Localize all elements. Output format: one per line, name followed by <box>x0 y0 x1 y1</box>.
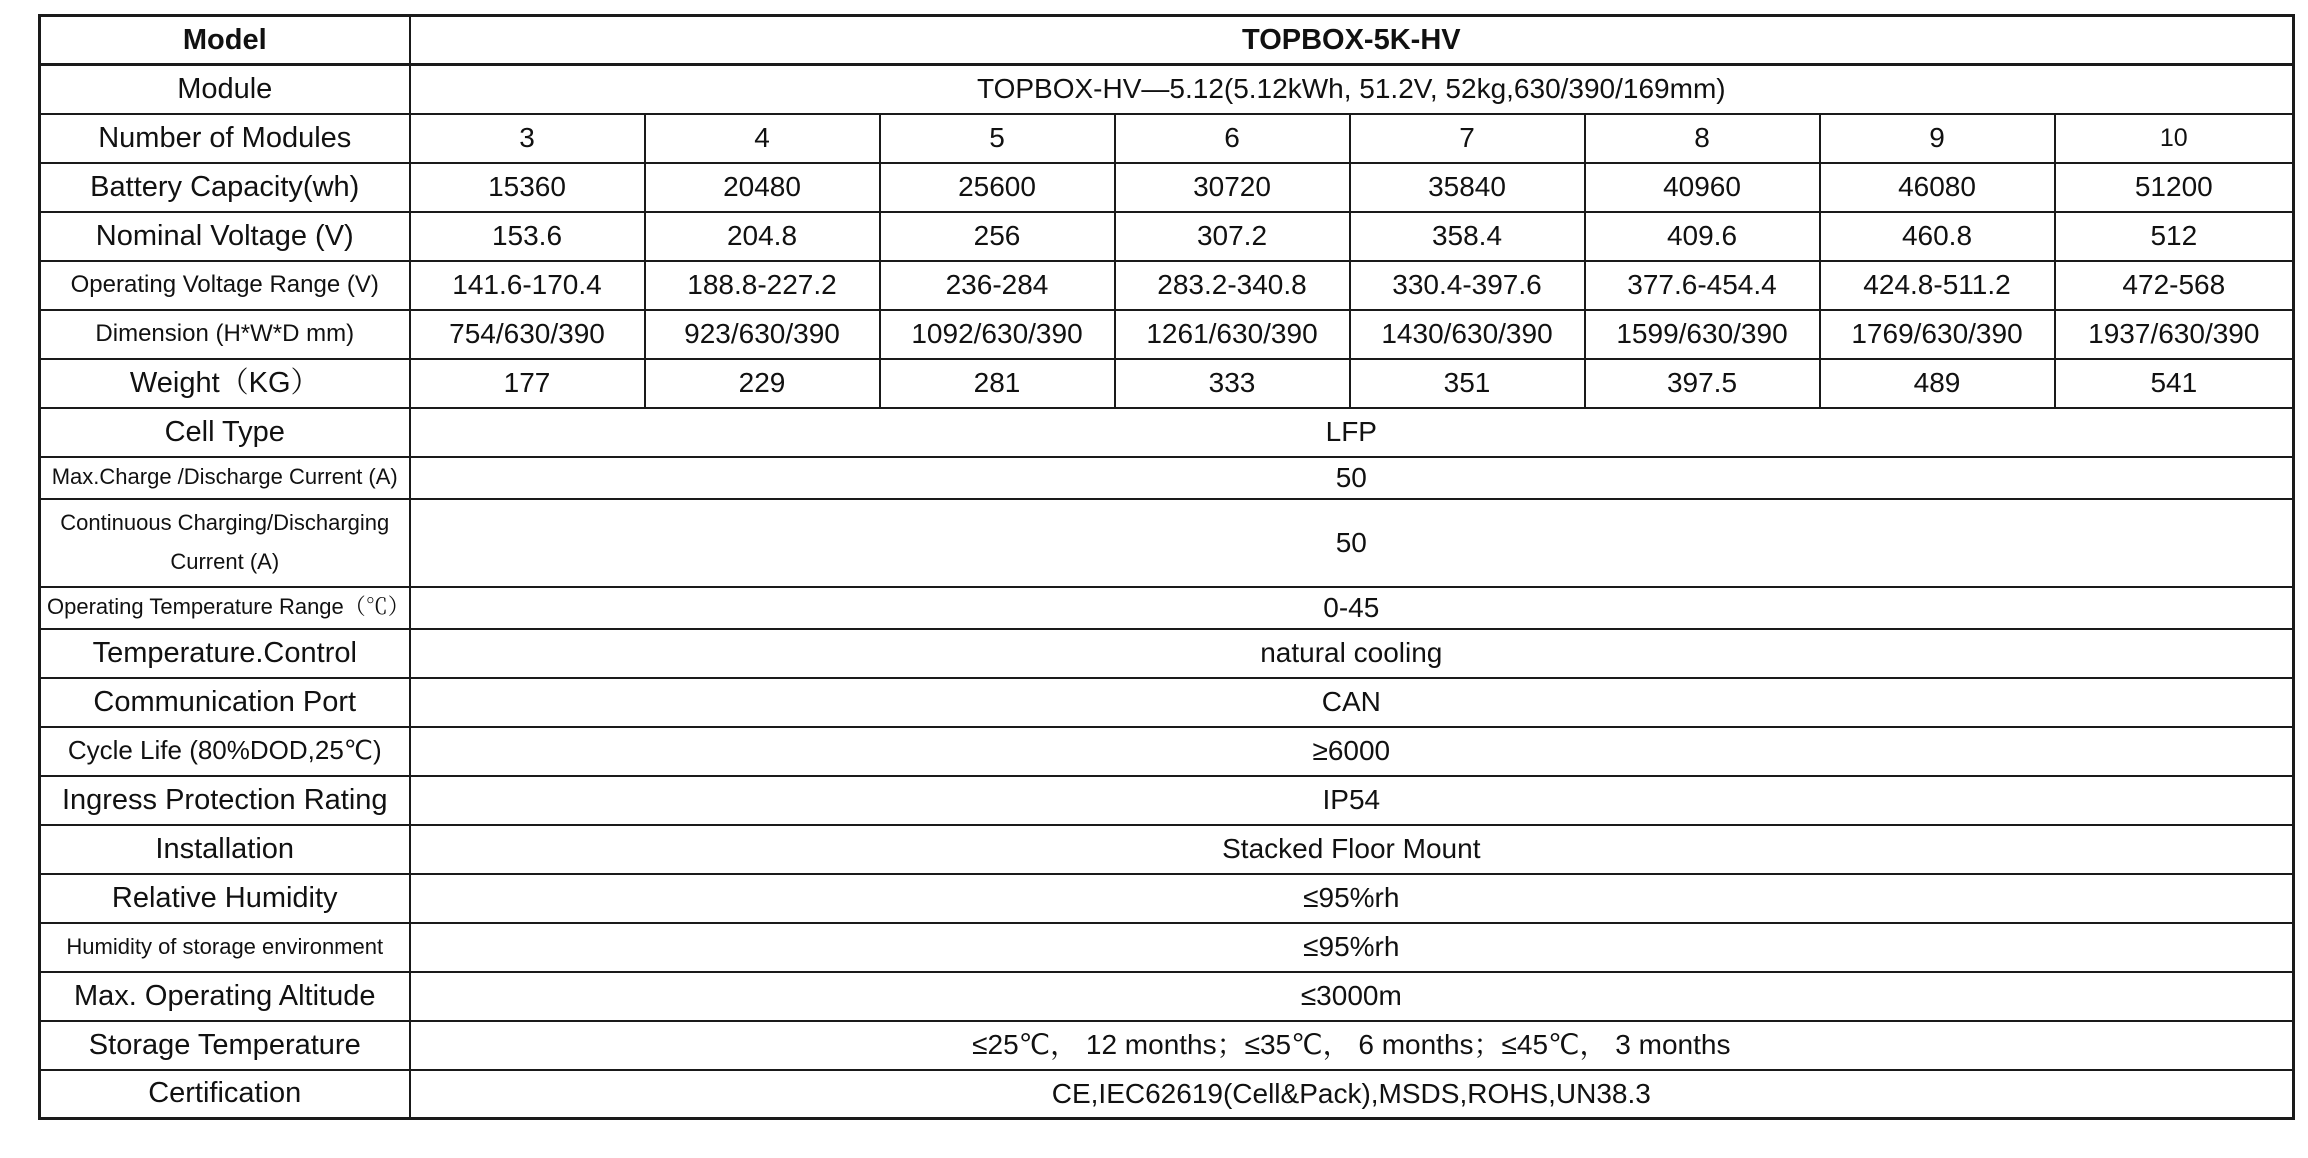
row-label: Humidity of storage environment <box>40 923 410 972</box>
table-cell: 1769/630/390 <box>1820 310 2055 359</box>
table-cell: 141.6-170.4 <box>410 261 645 310</box>
table-cell: 3 <box>410 114 645 163</box>
table-cell: 512 <box>2055 212 2294 261</box>
table-cell: ≤95%rh <box>410 923 2294 972</box>
table-cell: 754/630/390 <box>410 310 645 359</box>
module-value: TOPBOX-HV—5.12(5.12kWh, 51.2V, 52kg,630/390/169mm) <box>410 65 2294 114</box>
table-cell: 5 <box>880 114 1115 163</box>
table-cell: 4 <box>645 114 880 163</box>
spec-row-continuous-current <box>40 499 2294 587</box>
spec-row-nominal-voltage <box>40 212 2294 261</box>
table-cell: 9 <box>1820 114 2055 163</box>
model-label: Model <box>40 16 410 65</box>
spec-row-cell-type <box>40 408 2294 457</box>
table-cell: 10 <box>2055 114 2294 163</box>
table-cell: 40960 <box>1585 163 1820 212</box>
table-cell: CE,IEC62619(Cell&Pack),MSDS,ROHS,UN38.3 <box>410 1070 2294 1119</box>
row-label: Battery Capacity(wh) <box>40 163 410 212</box>
row-label: Installation <box>40 825 410 874</box>
row-label: Cycle Life (80%DOD,25℃) <box>40 727 410 776</box>
model-value: TOPBOX-5K-HV <box>410 16 2294 65</box>
table-cell: 460.8 <box>1820 212 2055 261</box>
row-label: Weight（KG） <box>40 359 410 408</box>
table-cell: 35840 <box>1350 163 1585 212</box>
table-cell: 472-568 <box>2055 261 2294 310</box>
row-label: Temperature.Control <box>40 629 410 678</box>
table-cell: IP54 <box>410 776 2294 825</box>
table-cell: 1430/630/390 <box>1350 310 1585 359</box>
row-label: Communication Port <box>40 678 410 727</box>
row-label: Number of Modules <box>40 114 410 163</box>
table-cell: ≤25℃， 12 months；≤35℃， 6 months；≤45℃， 3 months <box>410 1021 2294 1070</box>
spec-row-modules <box>40 114 2294 163</box>
table-cell: 1599/630/390 <box>1585 310 1820 359</box>
spec-row-relative-humidity <box>40 874 2294 923</box>
table-cell: 177 <box>410 359 645 408</box>
table-cell: 236-284 <box>880 261 1115 310</box>
row-label: Max. Operating Altitude <box>40 972 410 1021</box>
table-cell: 283.2-340.8 <box>1115 261 1350 310</box>
table-cell: 489 <box>1820 359 2055 408</box>
table-cell: 351 <box>1350 359 1585 408</box>
table-cell: ≤3000m <box>410 972 2294 1021</box>
row-label: Operating Voltage Range (V) <box>40 261 410 310</box>
table-cell: Stacked Floor Mount <box>410 825 2294 874</box>
spec-row-storage-temperature <box>40 1021 2294 1070</box>
row-label: Relative Humidity <box>40 874 410 923</box>
row-label: Ingress Protection Rating <box>40 776 410 825</box>
row-label: Continuous Charging/Discharging Current (A) <box>40 499 410 587</box>
table-cell: 1261/630/390 <box>1115 310 1350 359</box>
table-cell: 256 <box>880 212 1115 261</box>
table-cell: 8 <box>1585 114 1820 163</box>
table-cell: 307.2 <box>1115 212 1350 261</box>
row-label: Certification <box>40 1070 410 1119</box>
spec-row-certification <box>40 1070 2294 1119</box>
row-label: Storage Temperature <box>40 1021 410 1070</box>
row-label: Cell Type <box>40 408 410 457</box>
table-cell: 50 <box>410 457 2294 499</box>
spec-row-operating-temperature <box>40 587 2294 629</box>
table-cell: 541 <box>2055 359 2294 408</box>
table-cell: 51200 <box>2055 163 2294 212</box>
table-cell: 333 <box>1115 359 1350 408</box>
table-cell: 330.4-397.6 <box>1350 261 1585 310</box>
module-row <box>40 65 2294 114</box>
spec-row-temperature-control <box>40 629 2294 678</box>
spec-row-ingress-protection <box>40 776 2294 825</box>
table-cell: 281 <box>880 359 1115 408</box>
table-cell: 409.6 <box>1585 212 1820 261</box>
table-cell: ≥6000 <box>410 727 2294 776</box>
table-cell: 397.5 <box>1585 359 1820 408</box>
spec-row-max-current <box>40 457 2294 499</box>
table-cell: 30720 <box>1115 163 1350 212</box>
spec-row-installation <box>40 825 2294 874</box>
table-cell: 424.8-511.2 <box>1820 261 2055 310</box>
spec-row-weight <box>40 359 2294 408</box>
row-label: Operating Temperature Range（℃） <box>40 587 410 629</box>
table-cell: 20480 <box>645 163 880 212</box>
spec-row-cycle-life <box>40 727 2294 776</box>
row-label: Max.Charge /Discharge Current (A) <box>40 457 410 499</box>
table-cell: 50 <box>410 499 2294 587</box>
spec-row-dimension <box>40 310 2294 359</box>
table-cell: 6 <box>1115 114 1350 163</box>
table-cell: 153.6 <box>410 212 645 261</box>
table-cell: 46080 <box>1820 163 2055 212</box>
table-cell: CAN <box>410 678 2294 727</box>
spec-row-capacity <box>40 163 2294 212</box>
row-label: Dimension (H*W*D mm) <box>40 310 410 359</box>
table-cell: 188.8-227.2 <box>645 261 880 310</box>
table-cell: natural cooling <box>410 629 2294 678</box>
table-cell: 1092/630/390 <box>880 310 1115 359</box>
table-cell: ≤95%rh <box>410 874 2294 923</box>
table-cell: 923/630/390 <box>645 310 880 359</box>
module-label: Module <box>40 65 410 114</box>
table-cell: 7 <box>1350 114 1585 163</box>
spec-row-max-altitude <box>40 972 2294 1021</box>
table-cell: 204.8 <box>645 212 880 261</box>
header-row <box>40 16 2294 65</box>
table-cell: LFP <box>410 408 2294 457</box>
spec-row-storage-humidity <box>40 923 2294 972</box>
spec-row-operating-voltage <box>40 261 2294 310</box>
table-cell: 15360 <box>410 163 645 212</box>
table-cell: 25600 <box>880 163 1115 212</box>
table-cell: 358.4 <box>1350 212 1585 261</box>
table-cell: 1937/630/390 <box>2055 310 2294 359</box>
row-label: Nominal Voltage (V) <box>40 212 410 261</box>
table-cell: 229 <box>645 359 880 408</box>
spec-row-communication-port <box>40 678 2294 727</box>
table-cell: 0-45 <box>410 587 2294 629</box>
spec-table <box>38 14 2295 1120</box>
table-cell: 377.6-454.4 <box>1585 261 1820 310</box>
